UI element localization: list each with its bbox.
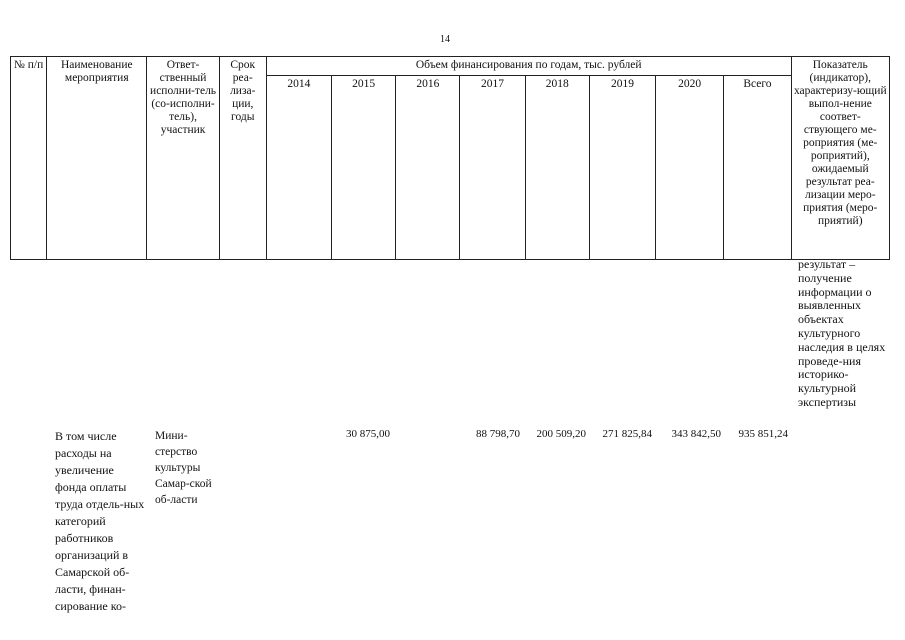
indicator-continuation: результат – получение информации о выявленных объектах культурного наследия в целях проведе-ния историко-культурной экспертизы [798, 257, 886, 409]
page-number: 14 [440, 34, 450, 45]
year-2019: 2019 [589, 76, 655, 260]
header-table [10, 56, 890, 260]
value-2015: 30 875,00 [346, 428, 390, 440]
col-name-header: Наименование мероприятия [47, 57, 147, 260]
col-indicator-header: Показатель (индикатор), характеризу-ющий выпол-нение соответ-ствующего ме-роприятия (ме-роприятий), ожидаемый результат реа-лизации меро-приятия (меро-приятий) [791, 57, 889, 260]
year-total: Всего [724, 76, 791, 260]
value-2018: 200 509,20 [536, 428, 586, 440]
value-2017: 88 798,70 [476, 428, 520, 440]
row-name: В том числе расходы на увеличение фонда оплаты труда отдель-ных категорий работников организаций в Самарской об-ласти, финан-сирование ко- [55, 429, 145, 613]
col-no-header: № п/п [11, 57, 47, 260]
col-exec-header: Ответ-ственный исполни-тель (со-исполни-тель), участник [147, 57, 219, 260]
col-funding-header: Объем финансирования по годам, тыс. рублей [266, 57, 791, 76]
value-2020: 343 842,50 [671, 428, 721, 440]
year-2016: 2016 [396, 76, 460, 260]
col-term-header: Срок реа-лиза-ции, годы [219, 57, 266, 260]
year-2017: 2017 [460, 76, 525, 260]
value-total: 935 851,24 [738, 428, 788, 440]
year-2015: 2015 [332, 76, 396, 260]
year-2018: 2018 [525, 76, 589, 260]
value-2019: 271 825,84 [602, 428, 652, 440]
row-executor: Мини-стерство культуры Самар-ской об-ласти [155, 430, 212, 506]
year-2014: 2014 [266, 76, 331, 260]
year-2020: 2020 [656, 76, 724, 260]
